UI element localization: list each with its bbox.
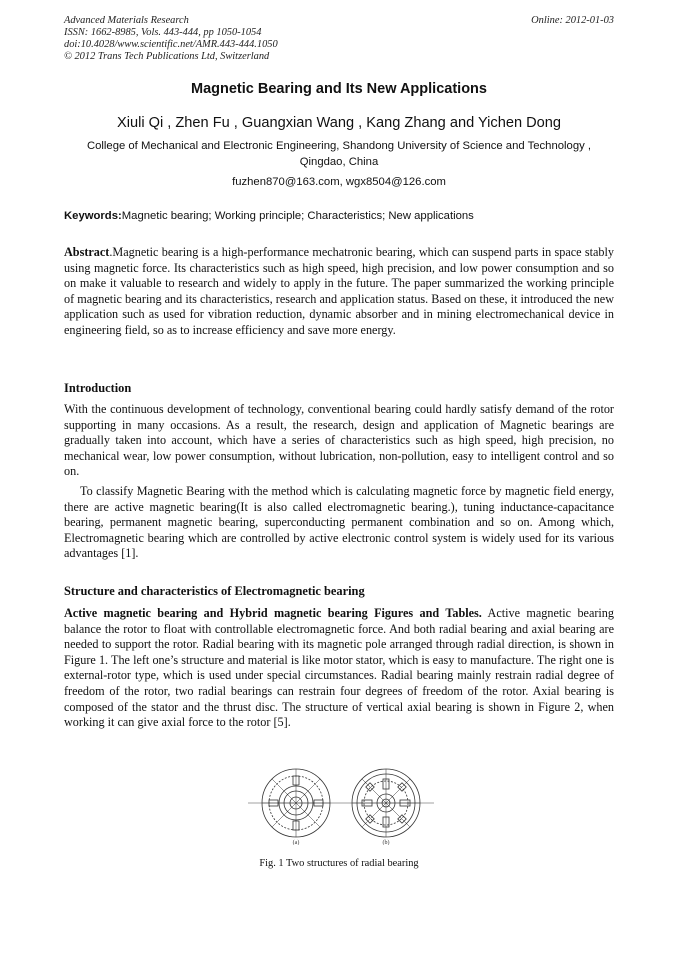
online-date: Online: 2012-01-03 (531, 15, 614, 26)
structure-text: Active magnetic bearing balance the rotor to float with controllable electromagnetic force. And both radial bearing and axial bearing are needed to support the rotor. Radial bearing with its magnetic pole arranged through radial direction, is shown in Figure 1. The left one’s structure and material is like motor stator, which is easy to manufacture. The right one is external-rotor type, which is used under special circumstances. Radial bearing mainly restrain radial degree of freedom of the rotor, two radial bearings can restrain four degrees of freedom of the rotor. Axial bearing is composed of the stator and the thrust disc. The structure of vertical axial bearing is shown in Figure 2, when working it can give axial force to the rotor [5]. (64, 606, 614, 730)
issn-line: ISSN: 1662-8985, Vols. 443-444, pp 1050-1054 (64, 27, 262, 38)
introduction-paragraph-2: To classify Magnetic Bearing with the method which is calculating magnetic force by magnetic field energy, there are active magnetic bearing(It is also called electromagnetic bearing.), tuning inductance-capacitance bearing, permanent magnetic bearing, superconducting permanent combination and so on. Among which, Electromagnetic bearing which are controlled by active electronic control system is widely used for its various advantages [1]. (64, 484, 614, 561)
figure-label-a: (a) (292, 840, 300, 845)
figure-label-b: (b) (382, 840, 390, 845)
abstract-paragraph (64, 245, 614, 339)
introduction-heading: Introduction (64, 381, 132, 395)
bearing-a-drawing (262, 769, 330, 837)
figure-caption: Fig. 1 Two structures of radial bearing (259, 858, 419, 869)
bearing-b-drawing (352, 769, 420, 837)
abstract-text: .Magnetic bearing is a high-performance mechatronic bearing, which can suspend parts in space stably using magnetic force. Its characteristics such as high speed, high precision, and low power consumption and so on make it valuable to research and widely to apply in the future. The paper summarized the working principle of magnetic bearing and its characteristics, research and application status. Based on these, it introduced the new application such as used for vibration reduction, dynamic absorber and in mining electromechanical device in engineering field, so as to increase efficiency and save more energy. (64, 245, 614, 337)
affiliation: College of Mechanical and Electronic Engineering, Shandong University of Science and Technology , Qingdao, China (86, 140, 592, 168)
abstract-label: Abstract (64, 245, 110, 259)
radial-bearing-figure (246, 765, 436, 845)
author-emails: fuzhen870@163.com, wgx8504@126.com (232, 176, 446, 188)
keywords-label: Keywords: (64, 210, 122, 222)
introduction-paragraph-1: With the continuous development of technology, conventional bearing could hardly satisfy demand of the rotor supporting in many occasions. As a result, the research, design and application of Magnetic bearings are gradually taken into account, which have a series of characteristics such as high speed, high precision, no mechanical wear, low power consumption, without lubrication, non-pollution, easy to intelligent control and so on. (64, 402, 614, 479)
structure-paragraph (64, 606, 614, 731)
journal-name: Advanced Materials Research (64, 15, 189, 26)
doi-line: doi:10.4028/www.scientific.net/AMR.443-444.1050 (64, 39, 278, 50)
journal-header (64, 15, 278, 63)
author-list: Xiuli Qi , Zhen Fu , Guangxian Wang , Kang Zhang and Yichen Dong (116, 115, 562, 131)
keywords-text: Magnetic bearing; Working principle; Characteristics; New applications (121, 210, 474, 222)
structure-subheading: Active magnetic bearing and Hybrid magnetic bearing Figures and Tables. (64, 606, 482, 620)
structure-heading: Structure and characteristics of Electromagnetic bearing (64, 584, 365, 598)
paper-title: Magnetic Bearing and Its New Applications (191, 81, 487, 97)
copyright-line: © 2012 Trans Tech Publications Ltd, Switzerland (64, 51, 270, 62)
keywords-line (64, 209, 474, 223)
